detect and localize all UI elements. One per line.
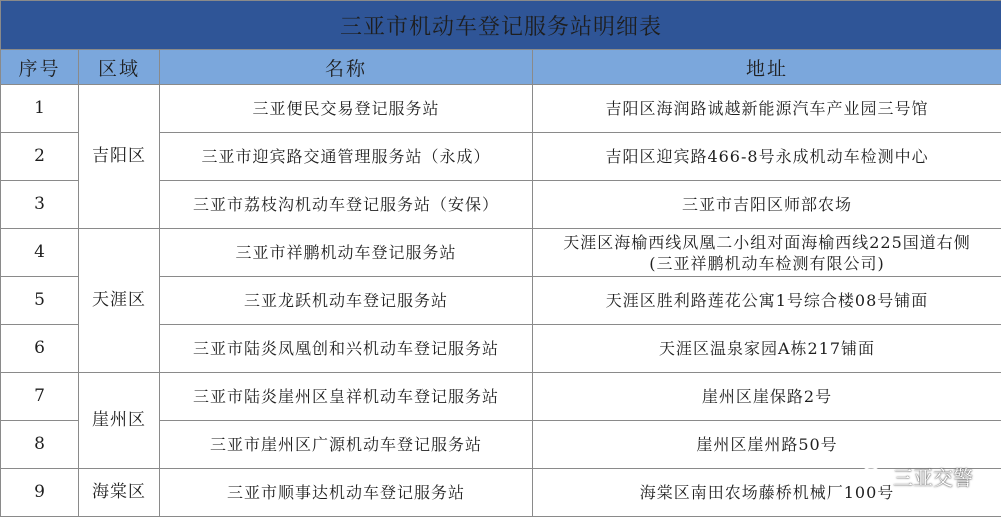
station-name: 三亚便民交易登记服务站: [160, 85, 533, 133]
district-cell: 崖州区: [79, 373, 160, 469]
station-name: 三亚市陆炎凤凰创和兴机动车登记服务站: [160, 325, 533, 373]
station-name: 三亚市陆炎崖州区皇祥机动车登记服务站: [160, 373, 533, 421]
district-cell: 海棠区: [79, 469, 160, 517]
watermark: [861, 462, 973, 491]
address-line-1: 天涯区海榆西线凤凰二小组对面海榆西线225国道右侧: [563, 232, 971, 252]
station-address: 崖州区崖保路2号: [533, 373, 1001, 421]
station-address: 海棠区南田农场藤桥机械厂100号: [533, 469, 1001, 517]
station-name: 三亚市祥鹏机动车登记服务站: [160, 229, 533, 277]
row-index: 6: [1, 325, 79, 373]
row-index: 2: [1, 133, 79, 181]
table-row: [1, 229, 1001, 277]
table-row: [1, 469, 1001, 517]
station-address: 天涯区胜利路莲花公寓1号综合楼08号铺面: [533, 277, 1001, 325]
station-name: 三亚市荔枝沟机动车登记服务站（安保）: [160, 181, 533, 229]
wechat-icon: [861, 466, 887, 488]
row-index: 7: [1, 373, 79, 421]
table-row: [1, 85, 1001, 133]
row-index: 8: [1, 421, 79, 469]
row-index: 3: [1, 181, 79, 229]
row-index: 9: [1, 469, 79, 517]
station-name: 三亚龙跃机动车登记服务站: [160, 277, 533, 325]
header-address: 地址: [533, 50, 1001, 85]
table-row: [1, 373, 1001, 421]
station-name: 三亚市迎宾路交通管理服务站（永成）: [160, 133, 533, 181]
row-index: 4: [1, 229, 79, 277]
station-address: 天涯区温泉家园A栋217铺面: [533, 325, 1001, 373]
row-index: 5: [1, 277, 79, 325]
station-address: [533, 229, 1001, 277]
station-address: 崖州区崖州路50号: [533, 421, 1001, 469]
row-index: 1: [1, 85, 79, 133]
station-address: 三亚市吉阳区师部农场: [533, 181, 1001, 229]
header-name: 名称: [160, 50, 533, 85]
district-cell: 吉阳区: [79, 85, 160, 229]
watermark-text: 三亚交警: [893, 466, 973, 490]
station-name: 三亚市顺事达机动车登记服务站: [160, 469, 533, 517]
station-name: 三亚市崖州区广源机动车登记服务站: [160, 421, 533, 469]
station-address: 吉阳区海润路诚越新能源汽车产业园三号馆: [533, 85, 1001, 133]
header-index: 序号: [1, 50, 79, 85]
address-line-2: (三亚祥鹏机动车检测有限公司): [649, 253, 885, 273]
header-district: 区域: [79, 50, 160, 85]
table-title: 三亚市机动车登记服务站明细表: [1, 1, 1001, 50]
station-address: 吉阳区迎宾路466-8号永成机动车检测中心: [533, 133, 1001, 181]
district-cell: 天涯区: [79, 229, 160, 373]
